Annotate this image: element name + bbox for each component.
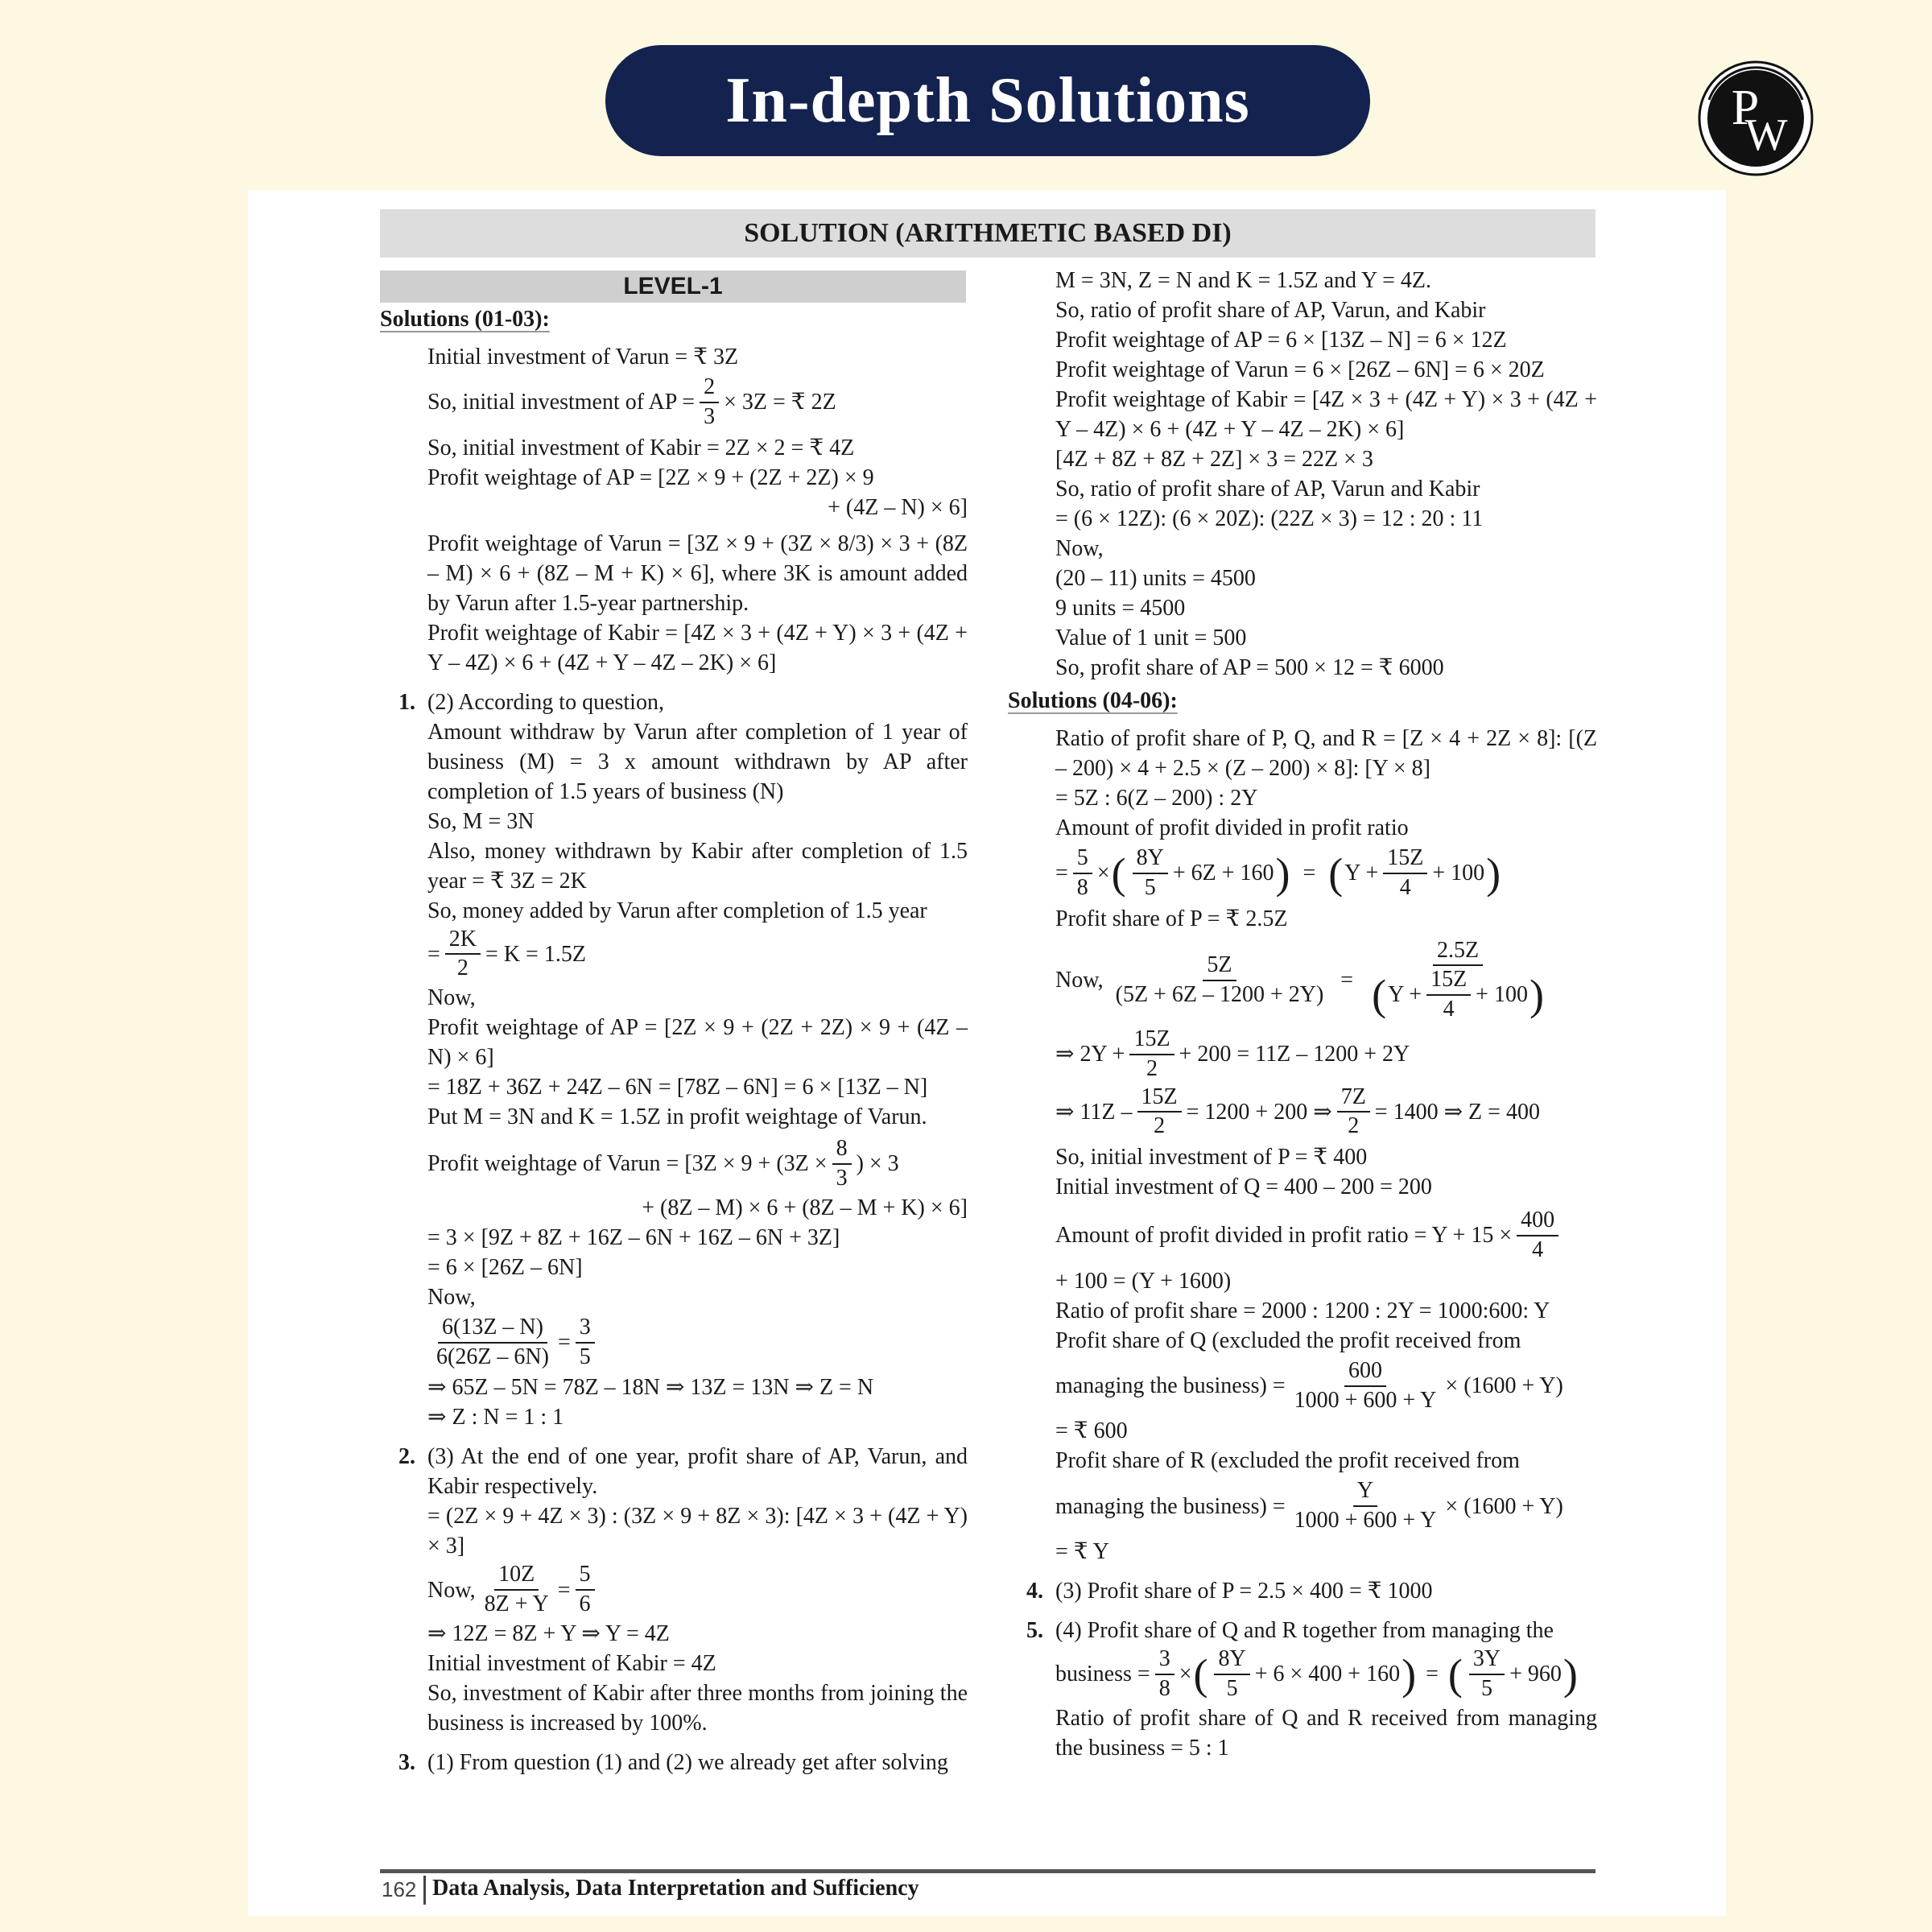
fraction-line: managing the business) = $\frac{600}{1000 + 600 + Y}$ × (1600 + Y): [1055, 1357, 1563, 1413]
level-title: LEVEL-1: [380, 270, 966, 303]
fraction: $\frac{5Z}{(5Z + 6Z - 1200 + 2Y)}$: [1115, 952, 1324, 1007]
fraction: $\frac{10Z}{8Z + Y}$: [484, 1562, 549, 1617]
question-number: 4.: [1026, 1578, 1043, 1604]
question-number: 1.: [398, 689, 415, 715]
question-number: 3.: [398, 1749, 415, 1775]
fraction: $\frac{15Z}{4}$: [1383, 846, 1427, 901]
intro-line: Profit weightage of Varun = [3Z × 9 + (3Z × 8/3) × 3 + (8Z – M) × 6 + (8Z – M + K) × 6], where 3K is amount added by Varun after 1.5-year partnership.: [427, 530, 968, 616]
intro-line: Initial investment of Varun = ₹ 3Z: [427, 345, 739, 369]
fraction: $\frac{8Y}{5}$: [1214, 1647, 1249, 1702]
fraction-line: Amount of profit divided in profit ratio = Y + 15 × $\frac{400}{4}$: [1008, 1208, 1597, 1263]
intro-line: + (4Z – N) × 6]: [828, 494, 968, 520]
fraction: $\frac{15Z}{4}$: [1426, 968, 1471, 1022]
fraction-line: Now, $\frac{5Z}{(5Z + 6Z - 1200 + 2Y)}$ = 2.5Z ( Y + $\frac{15Z}{4}$ + 100 ): [1008, 939, 1597, 1022]
intro-line: Profit weightage of Kabir = [4Z × 3 + (4Z + Y) × 3 + (4Z + Y – 4Z) × 6 + (4Z + Y – 4Z – 2K) × 6]: [427, 620, 968, 675]
fraction: $\frac{3Y}{5}$: [1469, 1647, 1505, 1702]
question-number: 5.: [1026, 1617, 1043, 1643]
right-column: [1008, 266, 1597, 1763]
fraction: $\frac{5}{8}$: [1073, 846, 1092, 901]
fraction: $\frac{8Y}{5}$: [1133, 846, 1168, 901]
left-column: [380, 304, 968, 1777]
fraction: $\frac{2}{3}$: [700, 375, 719, 430]
intro-line: Profit weightage of AP = [2Z × 9 + (2Z + 2Z) × 9: [427, 464, 874, 490]
question-3: 3. (1) From question (1) and (2) we already get after solving: [380, 1748, 968, 1777]
fraction: $\frac{8}{3}$: [832, 1137, 852, 1191]
fraction: $\frac{2K}{2}$: [445, 927, 481, 982]
fraction: $\frac{3}{8}$: [1155, 1647, 1174, 1702]
logo-letter-p: P: [1731, 80, 1760, 135]
question-number: 2.: [398, 1444, 415, 1470]
footer-rule: [380, 1869, 1596, 1873]
section-title: SOLUTION (ARITHMETIC BASED DI): [380, 209, 1596, 258]
logo-letter-w: W: [1744, 110, 1788, 160]
fraction: $\frac{6(13Z - N)}{6(26Z - 6N)}$: [436, 1314, 549, 1369]
question-2: 2. (3) At the end of one year, profit share of AP, Varun, and Kabir respectively. = (2Z × 9 + 4Z × 3) : (3Z × 9 + 8Z × 3): [4Z × 3 + (4Z + Y) × 3] Now, $\frac{10Z}{8Z + Y}$ = $\frac{5}{6}$ ⇒ 12Z = 8Z + Y ⇒ Y = 4Z Initial investment of Kabir = 4Z So, investment of Kabir after three months from joining the business is increased by 100%.: [380, 1442, 968, 1738]
q3-continued: M = 3N, Z = N and K = 1.5Z and Y = 4Z. So, ratio of profit share of AP, Varun, and Kabir Profit weightage of AP = 6 × [13Z – N] = 6 × 12Z Profit weightage of Varun = 6 × [26Z – 6N] = 6 × 20Z Profit weightage of Kabir = [4Z × 3 + (4Z + Y) × 3 + (4Z + Y – 4Z) × 6 + (4Z + Y – 4Z – 2K) × 6] [4Z + 8Z + 8Z + 2Z] × 3 = 22Z × 3 So, ratio of profit share of AP, Varun and Kabir = (6 × 12Z): (6 × 20Z): (22Z × 3) = 12 : 20 : 11 Now, (20 – 11) units = 4500 9 units = 4500 Value of 1 unit = 500 So, profit share of AP = 500 × 12 = ₹ 6000: [1055, 268, 1597, 680]
fraction-line: Profit weightage of Varun = [3Z × 9 + (3Z × $\frac{8}{3}$ ) × 3: [427, 1136, 899, 1191]
page-number: 162: [382, 1877, 417, 1901]
fraction-line: = $\frac{2K}{2}$ = K = 1.5Z: [427, 926, 586, 981]
question-4: 4. (3) Profit share of P = 2.5 × 400 = ₹ 1000: [1008, 1576, 1597, 1606]
intro-line: So, initial investment of Kabir = 2Z × 2 = ₹ 4Z: [427, 435, 855, 460]
fraction: $\frac{15Z}{2}$: [1129, 1027, 1174, 1082]
fraction: $\frac{15Z}{2}$: [1137, 1085, 1182, 1140]
solutions-04-06-body: Ratio of profit share of P, Q, and R = [Z × 4 + 2Z × 8]: [(Z – 200) × 4 + 2.5 × (Z – 200) × 8]: [Y × 8] = 5Z : 6(Z – 200) : 2Y Amount of profit divided in profit ratio = $\frac{5}{8}$ × ( $\frac{8Y}{5}$ + 6Z + 160 ) = ( Y + $\frac{15Z}{4}$ + 100 ) Profit share of P = ₹ 2.5Z Now, $\frac{5Z}{(5Z + 6Z - 1200 + 2Y)}$ = 2.5Z ( Y + $\frac{15Z}{4}$ + 100 ) ⇒ 2Y + $\frac{15Z}{2}$ + 200 = 11Z – 1200 + 2Y ⇒ 11Z – $\frac{15Z}{2}$ = 1200 + 200 ⇒ $\frac{7Z}{2}$ = 1400 ⇒ Z = 400 So, initial investment of P = ₹ 400 Initial investment of Q = 400 – 200 = 200 Amount of profit divided in profit ratio = Y + 15 × $\frac{400}{4}$ + 100 = (Y + 1600) Ratio of profit share = 2000 : 1200 : 2Y = 1000:600: Y Profit share of Q (excluded the profit received from managing the business) = $\frac{600}{1000 + 600 + Y}$ × (1600 + Y) = ₹ 600 Profit share of R (excluded the profit received from managing the business) = $\frac{Y}{1000 + 600 + Y}$ × (1600 + Y) = ₹ Y: [1008, 724, 1597, 1567]
fraction-line: ⇒ 11Z – $\frac{15Z}{2}$ = 1200 + 200 ⇒ $\frac{7Z}{2}$ = 1400 ⇒ Z = 400: [1055, 1084, 1540, 1139]
fraction-line: ⇒ 2Y + $\frac{15Z}{2}$ + 200 = 11Z – 1200 + 2Y: [1055, 1026, 1410, 1081]
footer-book-title: Data Analysis, Data Interpretation and Sufficiency: [432, 1876, 919, 1901]
question-5: 5. (4) Profit share of Q and R together from managing the business = $\frac{3}{8}$ × ( $\frac{8Y}{5}$ + 6 × 400 + 160 ) = ( $\frac{3Y}{5}$ + 960 ) Ratio of profit share of Q and R received from managing the business = 5 : 1: [1008, 1616, 1597, 1763]
solutions-04-06-heading: Solutions (04-06):: [1008, 688, 1178, 713]
intro-fraction-line: So, initial investment of AP = $\frac{2}{3}$ × 3Z = ₹ 2Z: [427, 374, 836, 429]
solutions-01-03-heading: Solutions (01-03):: [380, 307, 550, 332]
fraction-line: $\frac{6(13Z - N)}{6(26Z - 6N)}$ = $\frac{3}{5}$: [427, 1315, 968, 1370]
fraction-line: managing the business) = $\frac{Y}{1000 + 600 + Y}$ × (1600 + Y): [1055, 1478, 1563, 1534]
fraction: $\frac{Y}{1000 + 600 + Y}$: [1294, 1478, 1437, 1534]
fraction: $\frac{600}{1000 + 600 + Y}$: [1294, 1357, 1437, 1413]
question-1: 1. (2) According to question, Amount withdraw by Varun after completion of 1 year of business (M) = 3 x amount withdrawn by AP after completion of 1.5 years of business (N) So, M = 3N Also, money withdrawn by Kabir after completion of 1.5 year = ₹ 3Z = 2K So, money added by Varun after completion of 1.5 year = $\frac{2K}{2}$ = K = 1.5Z Now, Profit weightage of AP = [2Z × 9 + (2Z + 2Z) × 9 + (4Z – N) × 6] = 18Z + 36Z + 24Z – 6N = [78Z – 6N] = 6 × [13Z – N] Put M = 3N and K = 1.5Z in profit weightage of Varun. Profit weightage of Varun = [3Z × 9 + (3Z × $\frac{8}{3}$ ) × 3 + (8Z – M) × 6 + (8Z – M + K) × 6] = 3 × [9Z + 8Z + 16Z – 6N + 16Z – 6N + 3Z] = 6 × [26Z – 6N] Now, $\frac{6(13Z - N)}{6(26Z - 6N)}$ = $\frac{3}{5}$ ⇒ 65Z – 5N = 78Z – 18N ⇒ 13Z = 13N ⇒ Z = N ⇒ Z : N = 1 : 1: [380, 687, 968, 1433]
fraction-line: business = $\frac{3}{8}$ × ( $\frac{8Y}{5}$ + 6 × 400 + 160 ) = ( $\frac{3Y}{5}$ + 960 ): [1055, 1645, 1578, 1701]
fraction-line: Now, $\frac{10Z}{8Z + Y}$ = $\frac{5}{6}$: [427, 1563, 968, 1617]
fraction: $\frac{5}{6}$: [576, 1563, 595, 1617]
banner-title: In-depth Solutions: [725, 64, 1250, 136]
fraction: $\frac{7Z}{2}$: [1337, 1085, 1370, 1140]
fraction: $\frac{3}{5}$: [576, 1315, 595, 1370]
fraction: $\frac{400}{4}$: [1517, 1208, 1558, 1263]
fraction-line: = $\frac{5}{8}$ × ( $\frac{8Y}{5}$ + 6Z + 160 ) = ( Y + $\frac{15Z}{4}$ + 100 ): [1055, 845, 1501, 900]
fraction: 2.5Z ( Y + $\frac{15Z}{4}$ + 100 ): [1372, 937, 1544, 1022]
header-banner: [605, 45, 1370, 156]
pw-logo-icon: [1697, 60, 1814, 177]
footer-divider: [423, 1876, 426, 1905]
